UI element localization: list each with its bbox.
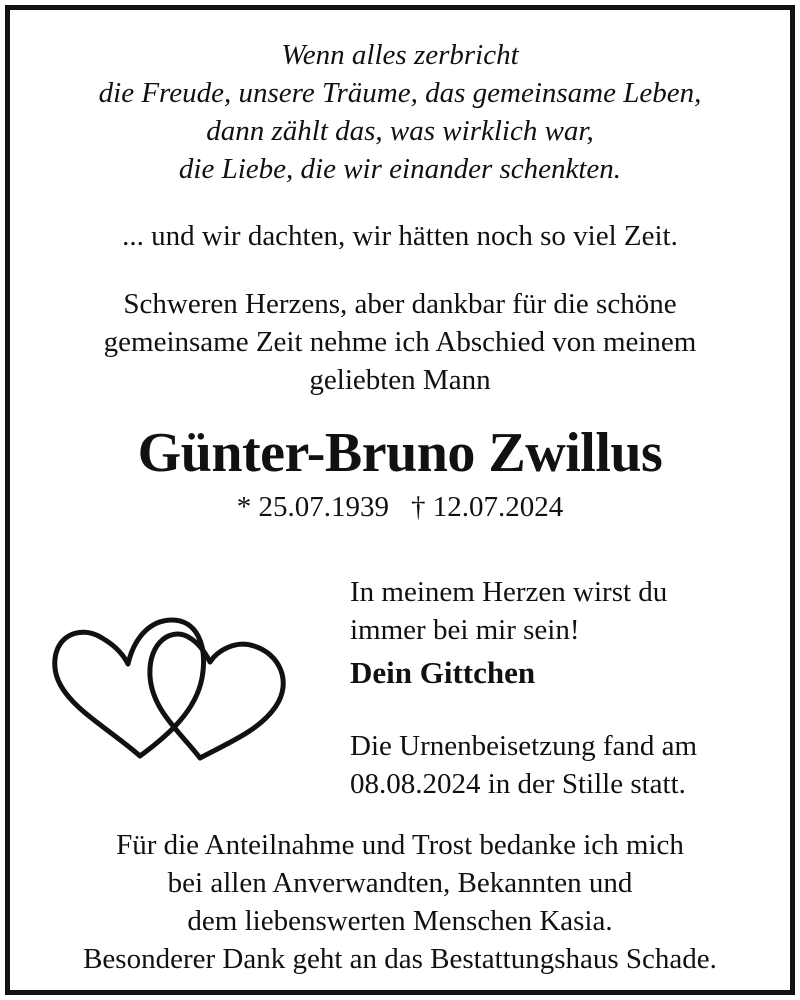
intertwined-hearts-icon [40, 598, 310, 768]
thanks-line: Für die Anteilnahme und Trost bedanke ich mich [116, 829, 684, 861]
message-line: immer bei mir sein! [350, 614, 580, 646]
thanks-line: dem liebenswerten Menschen Kasia. [187, 905, 613, 937]
thanks-section [10, 826, 790, 978]
intro-line: gemeinsame Zeit nehme ich Abschied von meinem [103, 326, 697, 358]
message-line: In meinem Herzen wirst du [350, 576, 668, 608]
poem [10, 36, 790, 188]
burial-line: Die Urnenbeisetzung fand am [350, 730, 698, 762]
personal-message [350, 573, 770, 694]
thanks-line: bei allen Anverwandten, Bekannten und [167, 867, 633, 899]
poem-line: dann zählt das, was wirklich war, [206, 115, 594, 147]
obituary-notice [10, 10, 790, 990]
farewell-intro [10, 285, 790, 399]
burial-line: 08.08.2024 in der Stille statt. [350, 768, 686, 800]
intro-line: geliebten Mann [309, 364, 491, 396]
quote-line: ... und wir dachten, wir hätten noch so viel Zeit. [122, 220, 678, 252]
life-dates [10, 488, 790, 526]
deceased-name: Günter-Bruno Zwillus [137, 422, 663, 484]
signature: Dein Gittchen [350, 655, 536, 690]
poem-line: die Freude, unsere Träume, das gemeinsame Leben, [98, 77, 702, 109]
burial-notice [350, 727, 770, 803]
poem-line: die Liebe, die wir einander schenkten. [178, 153, 622, 185]
birth-date: * 25.07.1939 [236, 491, 389, 523]
death-date: † 12.07.2024 [411, 491, 564, 523]
intro-line: Schweren Herzens, aber dankbar für die schöne [123, 288, 677, 320]
poem-line: Wenn alles zerbricht [281, 39, 519, 71]
thanks-line: Besonderer Dank geht an das Bestattungshaus Schade. [83, 943, 717, 975]
